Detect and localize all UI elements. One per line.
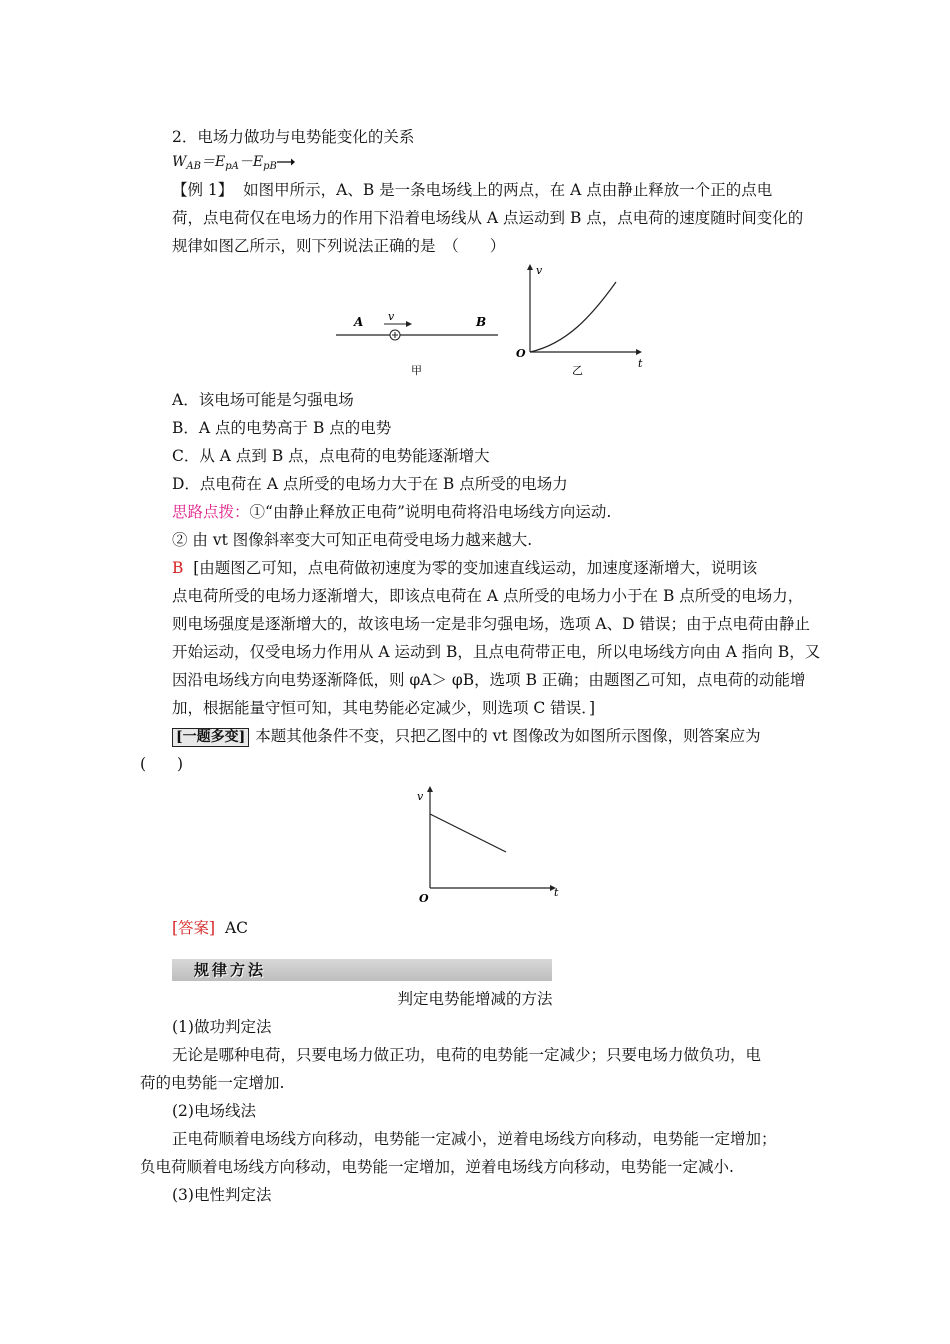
velocity-label: v [388,310,395,323]
vt-curve [530,282,616,352]
hint-label: 思路点拨： [172,503,250,521]
example-line-3: 规律如图乙所示，则下列说法正确的是 （ ） [172,237,506,255]
formula-w: W [172,154,187,170]
method-1-title: (1)做功判定法 [172,1018,272,1036]
solution-line-6: 加，根据能量守恒可知，其电势能必定减少，则选项 C 错误．] [172,699,596,717]
vt-line [430,814,506,852]
point-a-label: A [354,315,364,329]
solution-line-2: 点电荷所受的电场力逐渐增大，即该点电荷在 A 点所受的电场力小于在 B 点所受的电场力， [172,587,804,605]
hint-line-1 [172,502,611,522]
x-arrowhead [636,349,642,355]
method-3-title: (3)电性判定法 [172,1186,272,1204]
y-label: v [536,264,543,277]
caption-yi: 乙 [572,364,583,377]
example-tag: 【例 1】 [172,181,234,199]
formula [172,152,295,177]
formula-w-sub: AB [186,161,201,172]
point-b-label: B [476,315,487,329]
y-arrowhead [527,264,533,270]
origin-label-2: O [419,892,429,905]
origin-label: O [516,347,526,360]
velocity-arrowhead [406,321,412,327]
arrow-icon [277,157,295,167]
method-title: 判定电势能增减的方法 [397,990,553,1008]
option-a: A．该电场可能是匀强电场 [172,391,354,409]
method-1-line-1: 无论是哪种电荷，只要电场力做正功，电荷的电势能一定减少；只要电场力做负功，电 [172,1046,762,1064]
answer-line [172,918,248,938]
section-heading: 2．电场力做功与电势能变化的关系 [172,128,415,146]
method-2-line-2: 负电荷顺着电场线方向移动，电势能一定增加，逆着电场线方向移动，电势能一定减小. [140,1158,734,1176]
figure-2 [412,784,572,906]
formula-eq: ＝E [200,154,226,170]
option-c: C．从 A 点到 B 点，点电荷的电势能逐渐增大 [172,447,490,465]
figure-1 [336,262,676,382]
method-2-title: (2)电场线法 [172,1102,256,1120]
solution-line-4: 开始运动，仅受电场力作用从 A 运动到 B，且点电荷带正电，所以电场线方向由 A 指向 B，又 [172,643,821,661]
example-line-1 [172,180,772,200]
x-label: t [638,357,643,370]
y-label-2: v [417,790,424,803]
solution-line-1 [172,558,757,578]
answer-label: [答案] [172,919,216,937]
variant-line-1 [172,726,761,747]
y-arrowhead-2 [427,786,433,792]
formula-minus: －E [238,154,264,170]
option-d: D．点电荷在 A 点所受的电场力大于在 B 点所受的电场力 [172,475,568,493]
solution-line-5: 因沿电场线方向电势逐渐降低，则 φA＞ φB，选项 B 正确；由题图乙可知，点电荷的动能增 [172,671,806,689]
method-1-line-2: 荷的电势能一定增加. [140,1074,285,1092]
answer-value: AC [224,919,249,937]
formula-e1-sub: pA [225,161,239,172]
solution-text-1: [由题图乙可知，点电荷做初速度为零的变加速直线运动，加速度逐渐增大，说明该 [193,559,758,577]
variant-tag: [一题多变] [172,728,249,747]
formula-e2-sub: pB [263,161,277,172]
variant-text-1: 本题其他条件不变，只把乙图中的 vt 图像改为如图所示图像，则答案应为 [255,727,761,745]
solution-answer: B [172,559,184,577]
option-b: B．A 点的电势高于 B 点的电势 [172,419,392,437]
hint-text-1: ①“由静止释放正电荷”说明电荷将沿电场线方向运动. [249,503,612,521]
x-label-2: t [554,886,559,899]
example-line-2: 荷，点电荷仅在电场力的作用下沿着电场线从 A 点运动到 B 点，点电荷的速度随时间变化的 [172,209,804,227]
solution-line-3: 则电场强度是逐渐增大的，故该电场一定是非匀强电场，选项 A、D 错误；由于点电荷由静止 [172,615,810,633]
variant-line-2: ( ) [140,755,184,773]
hint-line-2: ② 由 vt 图像斜率变大可知正电荷受电场力越来越大. [172,531,533,549]
method-banner-label: 规律方法 [194,961,267,979]
method-banner [172,959,552,981]
method-2-line-1: 正电荷顺着电场线方向移动，电势能一定减小，逆着电场线方向移动，电势能一定增加； [172,1130,777,1148]
caption-jia: 甲 [411,364,422,377]
example-text-1: 如图甲所示，A、B 是一条电场线上的两点，在 A 点由静止释放一个正的点电 [243,181,773,199]
